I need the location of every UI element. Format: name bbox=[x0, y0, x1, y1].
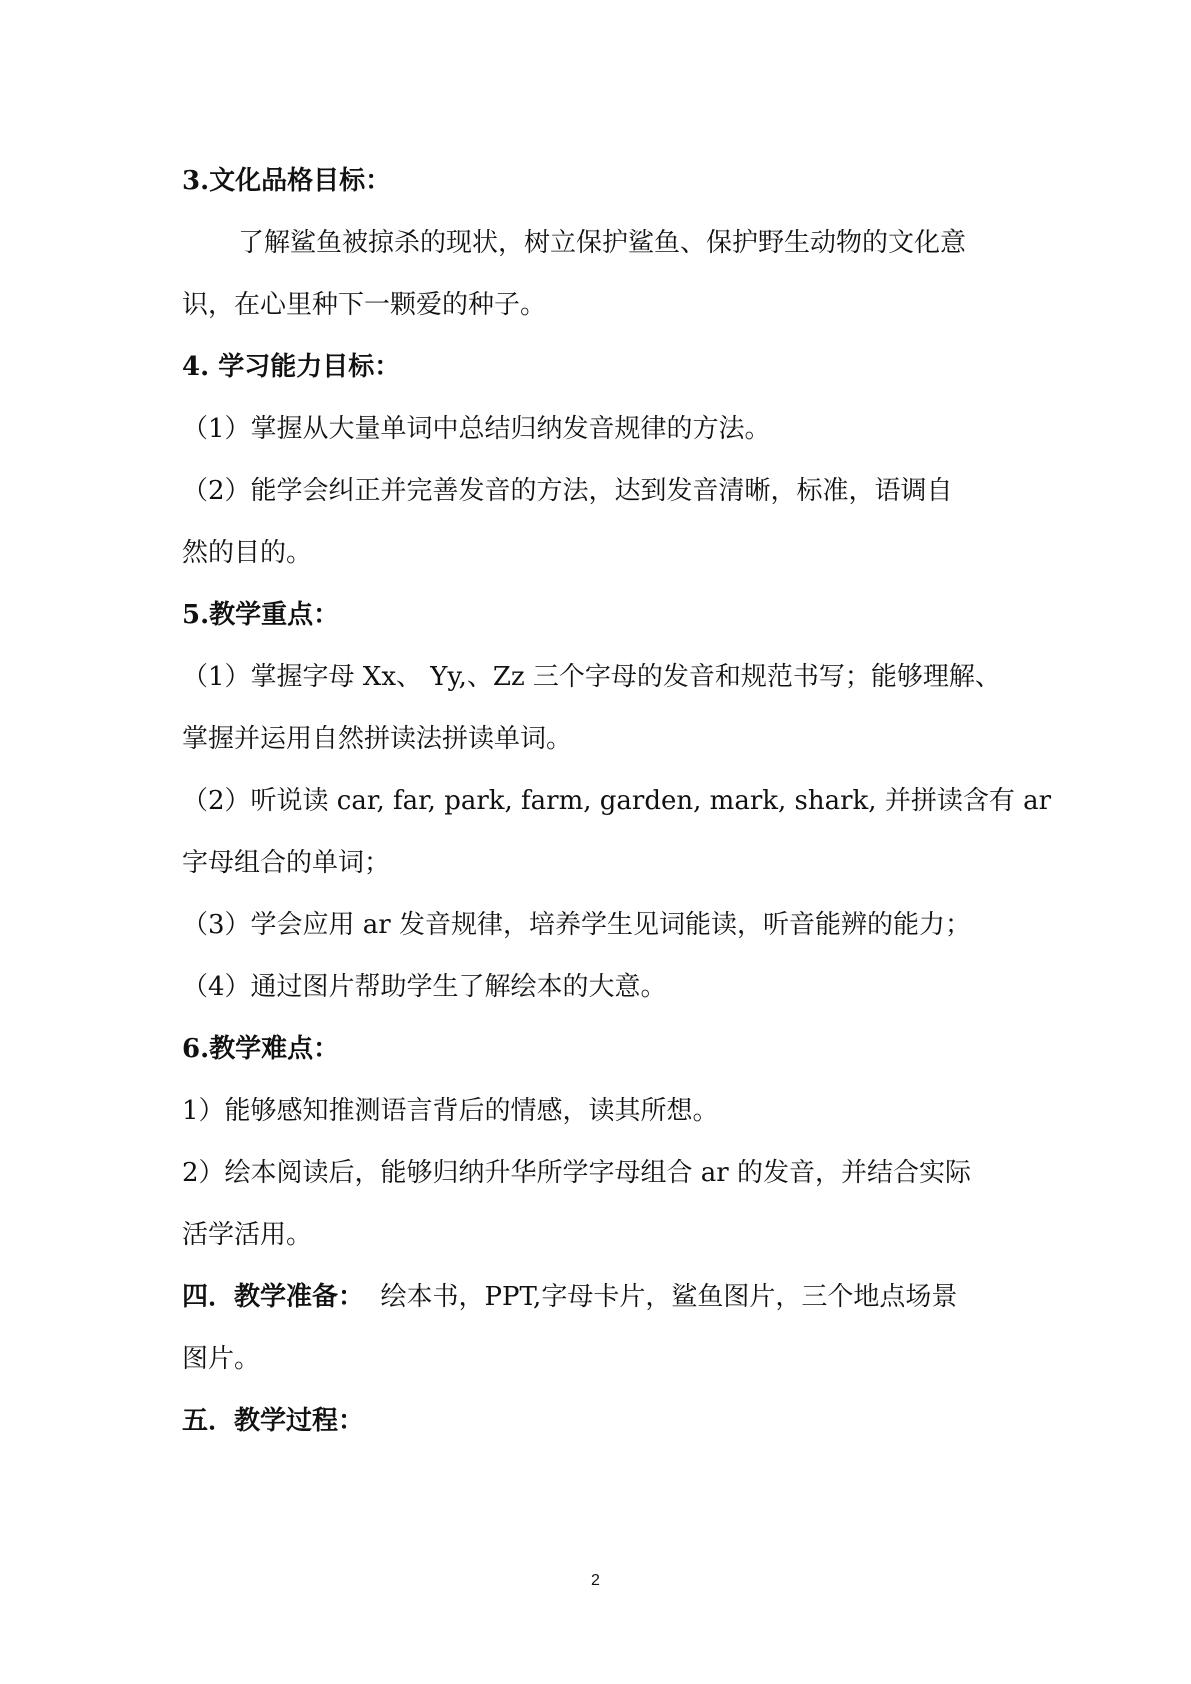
teaching-preparation-line bbox=[182, 1266, 1022, 1328]
paragraph-line: 了解鲨鱼被掠杀的现状，树立保护鲨鱼、保护野生动物的文化意 bbox=[238, 228, 967, 258]
paragraph-line: 识，在心里种下一颗爱的种子。 bbox=[182, 290, 547, 320]
heading-teaching-focus: 5.教学重点： bbox=[182, 600, 340, 630]
teaching-preparation-text: 绘本书，PPT,字母卡片，鲨鱼图片，三个地点场景 bbox=[364, 1282, 958, 1312]
heading-teaching-preparation: 四．教学准备： bbox=[182, 1282, 365, 1312]
list-item: （2）能学会纠正并完善发音的方法，达到发音清晰，标准，语调自 bbox=[182, 476, 953, 506]
list-item: （1）掌握从大量单词中总结归纳发音规律的方法。 bbox=[182, 414, 771, 444]
list-item-continuation: 字母组合的单词； bbox=[182, 848, 391, 878]
list-item: 2）绘本阅读后，能够归纳升华所学字母组合 ar 的发音，并结合实际 bbox=[182, 1158, 972, 1188]
page-content bbox=[182, 150, 1052, 1452]
list-item: （3）学会应用 ar 发音规律，培养学生见词能读，听音能辨的能力； bbox=[182, 910, 972, 940]
list-item-continuation: 然的目的。 bbox=[182, 538, 313, 568]
list-item-continuation: 活学活用。 bbox=[182, 1220, 313, 1250]
heading-cultural-goals: 3.文化品格目标： bbox=[182, 166, 392, 196]
page-number: 2 bbox=[591, 1572, 600, 1589]
heading-teaching-process: 五．教学过程： bbox=[182, 1406, 365, 1436]
paragraph-line: 图片。 bbox=[182, 1344, 261, 1374]
list-item: 1）能够感知推测语言背后的情感，读其所想。 bbox=[182, 1096, 719, 1126]
list-item-continuation: 掌握并运用自然拼读法拼读单词。 bbox=[182, 724, 573, 754]
list-item: （2）听说读 car, far, park, farm, garden, mark, shark, 并拼读含有 ar bbox=[182, 786, 1052, 816]
heading-learning-ability-goals: 4. 学习能力目标： bbox=[182, 352, 401, 382]
list-item: （1）掌握字母 Xx、 Yy,、Zz 三个字母的发音和规范书写；能够理解、 bbox=[182, 662, 1001, 692]
heading-teaching-difficulties: 6.教学难点： bbox=[182, 1034, 340, 1064]
list-item: （4）通过图片帮助学生了解绘本的大意。 bbox=[182, 972, 667, 1002]
